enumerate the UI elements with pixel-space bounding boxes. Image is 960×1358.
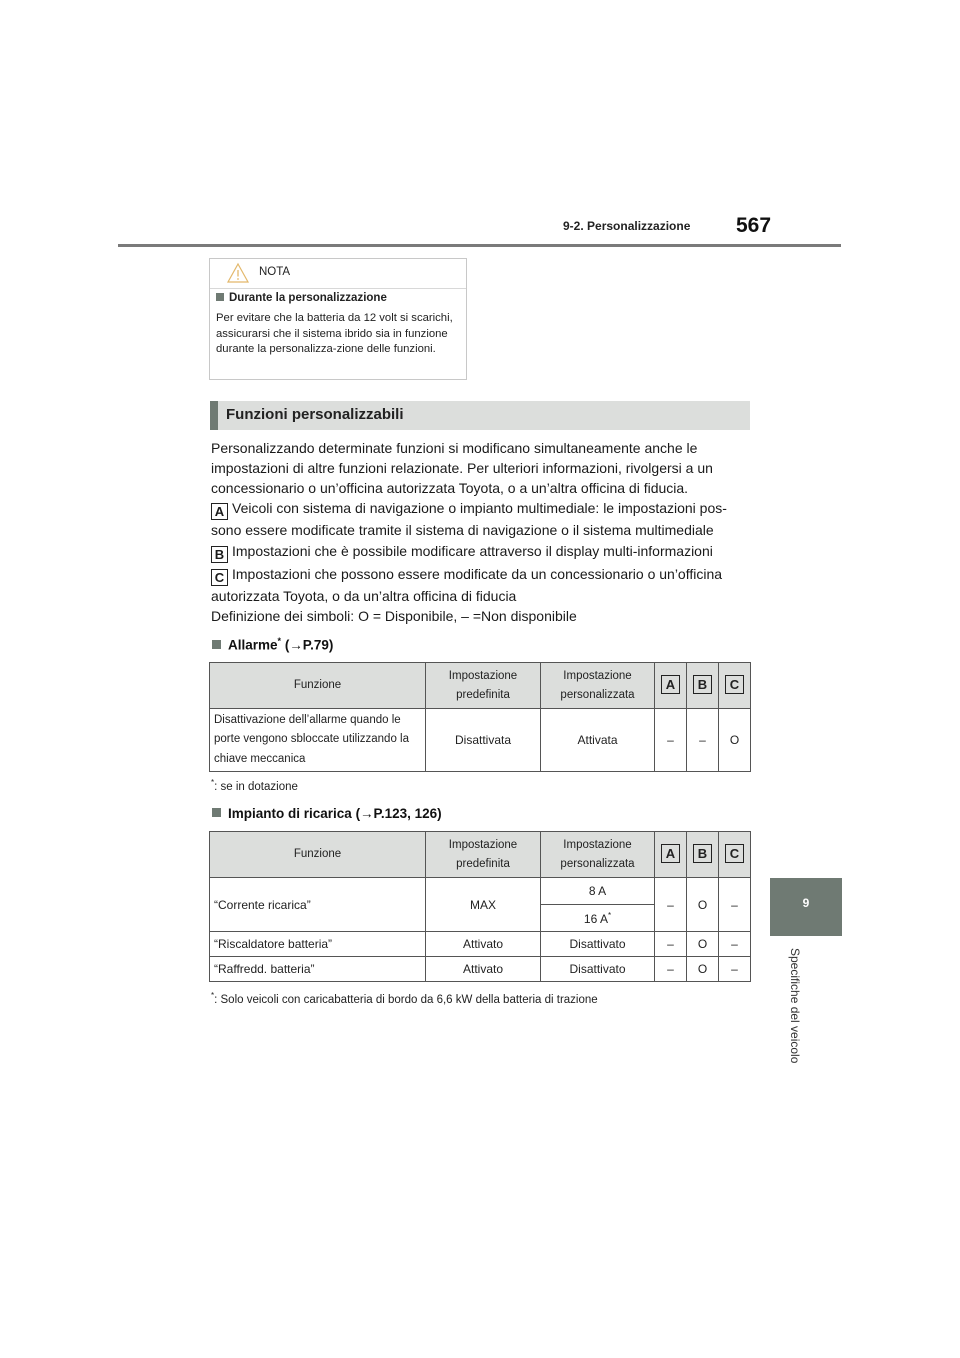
col-default: Impostazione predefinita bbox=[426, 663, 541, 709]
nota-title: NOTA bbox=[259, 266, 291, 278]
allarme-footnote: *: se in dotazione bbox=[211, 778, 298, 793]
square-bullet-icon bbox=[212, 640, 221, 649]
cell-b: O bbox=[687, 957, 719, 982]
cell-c: – bbox=[719, 957, 751, 982]
header-rule bbox=[118, 244, 841, 247]
page-number: 567 bbox=[736, 214, 772, 237]
col-custom: Impostazione personalizzata bbox=[541, 832, 655, 878]
cell-c: – bbox=[719, 932, 751, 957]
section-title: Funzioni personalizzabili bbox=[226, 406, 404, 423]
intro-paragraph: Personalizzando determinate funzioni si modificano simultaneamente anche le impostazioni di altre funzioni relazionate. Per ulteriori informazioni, rivolgersi a un concessionario o un’officina autorizzata Toyota, o a un’altra officina di fiducia. bbox=[211, 440, 713, 496]
nota-header bbox=[210, 259, 466, 289]
square-bullet-icon bbox=[212, 808, 221, 817]
cell-default: Attivato bbox=[426, 932, 541, 957]
col-default: Impostazione predefinita bbox=[426, 832, 541, 878]
cell-default: Disattivata bbox=[426, 709, 541, 772]
chapter-label-wrap bbox=[780, 948, 810, 1083]
item-c-text: Impostazioni che possono essere modificate da un concessionario o un’officina autorizzata Toyota, o da un’altra officina di fiducia bbox=[211, 566, 723, 604]
cell-a: – bbox=[655, 709, 687, 772]
table-row bbox=[210, 957, 751, 982]
cell-default: MAX bbox=[426, 878, 541, 932]
nota-subheading-row bbox=[216, 292, 387, 304]
col-c: C bbox=[719, 663, 751, 709]
allarme-heading bbox=[212, 636, 333, 653]
ricarica-heading bbox=[212, 806, 442, 821]
col-a: A bbox=[655, 832, 687, 878]
cell-custom: Attivata bbox=[541, 709, 655, 772]
table-row bbox=[210, 709, 751, 772]
item-b-text: Impostazioni che è possibile modificare attraverso il display multi-informazioni bbox=[232, 543, 713, 559]
cell-function: “Corrente ricarica” bbox=[210, 878, 426, 932]
nota-text: Per evitare che la batteria da 12 volt si scarichi, assicurarsi che il sistema ibrido sia in funzione durante la personalizza-zione delle funzioni. bbox=[216, 312, 453, 355]
cell-default: Attivato bbox=[426, 957, 541, 982]
item-c bbox=[211, 564, 756, 606]
cell-custom-2: 16 A* bbox=[541, 905, 655, 932]
ricarica-table bbox=[209, 831, 751, 982]
allarme-table bbox=[209, 662, 751, 772]
footnote-star: * bbox=[211, 778, 215, 787]
col-function: Funzione bbox=[210, 663, 426, 709]
col-a: A bbox=[655, 663, 687, 709]
allarme-star: * bbox=[277, 636, 282, 646]
cell-c: O bbox=[719, 709, 751, 772]
cell-function: “Riscaldatore batteria” bbox=[210, 932, 426, 957]
table-row bbox=[210, 932, 751, 957]
cell-c: – bbox=[719, 878, 751, 932]
cell-b: O bbox=[687, 878, 719, 932]
symbols-definition: Definizione dei simboli: O = Disponibile, – =Non disponibile bbox=[211, 608, 577, 624]
col-custom: Impostazione personalizzata bbox=[541, 663, 655, 709]
item-b bbox=[211, 541, 756, 563]
col-c: C bbox=[719, 832, 751, 878]
cell-b: O bbox=[687, 932, 719, 957]
nota-box bbox=[209, 258, 467, 380]
cell-a: – bbox=[655, 878, 687, 932]
table-row bbox=[210, 878, 751, 905]
cell-function: “Raffredd. batteria” bbox=[210, 957, 426, 982]
cell-custom: Disattivato bbox=[541, 932, 655, 957]
chapter-number: 9 bbox=[802, 896, 810, 910]
badge-b: B bbox=[211, 546, 228, 563]
banner-accent bbox=[210, 401, 218, 430]
badge-c: C bbox=[211, 569, 228, 586]
chapter-tab bbox=[770, 878, 842, 936]
ricarica-ref: (→P.123, 126) bbox=[355, 806, 442, 821]
cell-function: Disattivazione dell’allarme quando le porte vengono sbloccate utilizzando la chiave meccanica bbox=[210, 709, 426, 772]
ricarica-footnote: *: Solo veicoli con caricabatteria di bordo da 6,6 kW della batteria di trazione bbox=[211, 991, 598, 1006]
col-b: B bbox=[687, 832, 719, 878]
square-bullet-icon bbox=[216, 293, 224, 301]
cell-custom-1: 8 A bbox=[541, 878, 655, 905]
footnote-star: * bbox=[607, 910, 612, 920]
chapter-label: Specifiche del veicolo bbox=[788, 948, 802, 1064]
ricarica-title: Impianto di ricarica bbox=[228, 806, 352, 821]
item-a-text: Veicoli con sistema di navigazione o impianto multimediale: le impostazioni pos-sono essere modificate tramite il sistema di navigazione o il sistema multimediale bbox=[211, 500, 727, 538]
item-a bbox=[211, 498, 756, 540]
warning-icon bbox=[226, 262, 250, 284]
table-header-row bbox=[210, 663, 751, 709]
allarme-title: Allarme bbox=[228, 637, 278, 653]
allarme-ref: (→P.79) bbox=[284, 637, 334, 653]
section-banner bbox=[210, 401, 750, 430]
table-header-row bbox=[210, 832, 751, 878]
col-function: Funzione bbox=[210, 832, 426, 878]
cell-b: – bbox=[687, 709, 719, 772]
cell-custom: Disattivato bbox=[541, 957, 655, 982]
badge-a: A bbox=[211, 503, 228, 520]
section-header: 9-2. Personalizzazione bbox=[563, 219, 691, 233]
nota-subheading: Durante la personalizzazione bbox=[229, 292, 387, 304]
cell-a: – bbox=[655, 932, 687, 957]
footnote-star: * bbox=[211, 991, 215, 1000]
cell-a: – bbox=[655, 957, 687, 982]
col-b: B bbox=[687, 663, 719, 709]
